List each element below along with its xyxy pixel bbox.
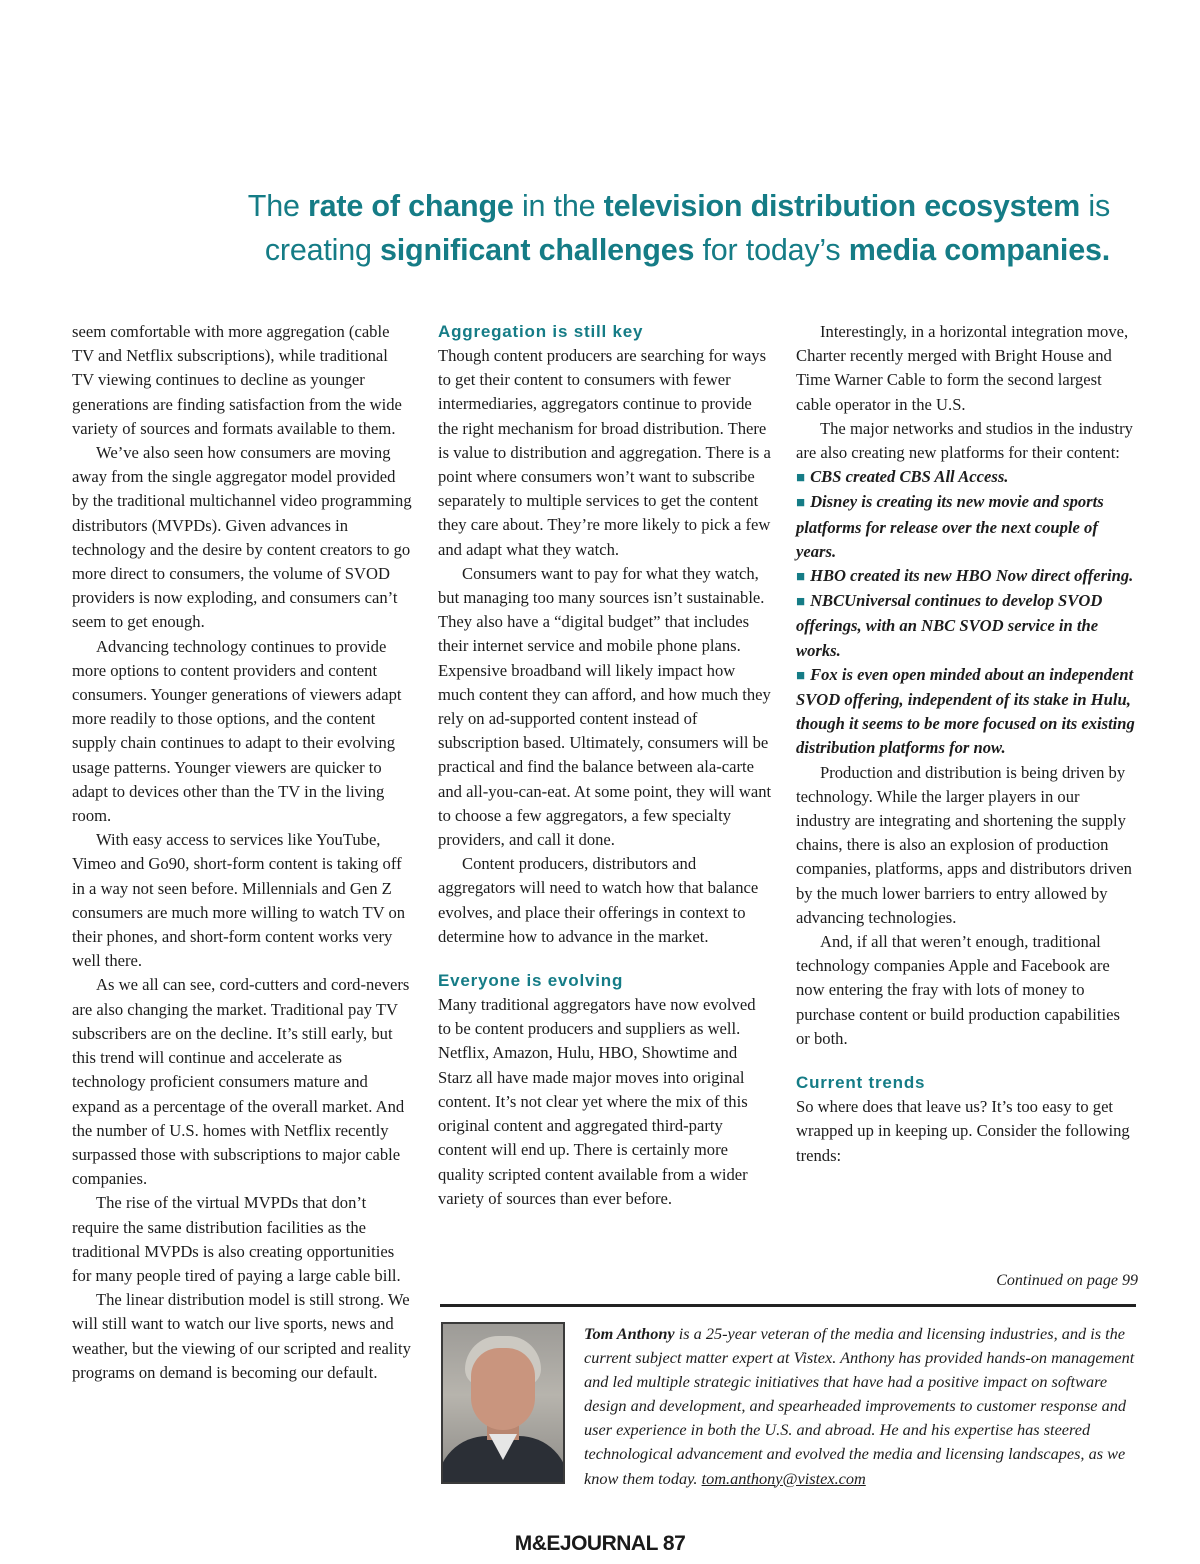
square-bullet-icon: ■ (796, 495, 806, 512)
article-column-2 (438, 320, 772, 1211)
square-bullet-icon: ■ (796, 470, 806, 487)
bullet-item: ■ Disney is creating its new movie and sports platforms for release over the next couple of years. (796, 492, 1104, 561)
article-column-3 (796, 320, 1136, 1168)
paragraph: Many traditional aggregators have now evolved to be content producers and suppliers as well. Netflix, Amazon, Hulu, HBO, Showtime and Starz all have made major moves into original content. It’s not clear yet where the mix of this original content and aggregated third-party content will end up. There is certainly more quality scripted content available from a wider variety of sources than ever before. (438, 995, 756, 1208)
article-column-1 (72, 320, 412, 1385)
section-heading: Everyone is evolving (438, 971, 624, 991)
pull-quote-line-2: creating significant challenges for today’s media companies. (264, 233, 1110, 267)
journal-name: M&EJOURNAL (514, 1532, 658, 1555)
bullet-item: ■ NBCUniversal continues to develop SVOD offerings, with an NBC SVOD service in the works. (796, 591, 1103, 660)
paragraph: The rise of the virtual MVPDs that don’t require the same distribution facilities as the traditional MVPDs is also creating opportunities for many people tired of paying a large cable bill. (72, 1193, 401, 1285)
page-number: 87 (662, 1532, 686, 1555)
paragraph: Production and distribution is being driven by technology. While the larger players in our industry are integrating and shortening the supply chains, there is also an explosion of production companies, platforms, apps and distributors driven by the much lower barriers to entry allowed by advancing technologies. (796, 762, 1132, 927)
author-photo (441, 1322, 565, 1484)
author-bio: Tom Anthony is a 25-year veteran of the media and licensing industries, and is the current subject matter expert at Vistex. Anthony has provided hands-on management and led multiple strategic initiatives that have had a positive impact on software design and development, and spearheaded improvements to customer response and user experience in both the U.S. and abroad. He and his expertise has steered technological advancement and evolved the media and licensing landscapes, as we know them today. tom.anthony@vistex.com (584, 1324, 1135, 1488)
author-name: Tom Anthony (584, 1324, 675, 1343)
bullet-item: ■ CBS created CBS All Access. (796, 467, 1009, 487)
paragraph: So where does that leave us? It’s too easy to get wrapped up in keeping up. Consider the following trends: (796, 1097, 1130, 1165)
paragraph: Though content producers are searching for ways to get their content to consumers with fewer intermediaries, aggregators continue to provide the right mechanism for broad distribution. There is value to distribution and aggregation. There is a point where consumers won’t want to subscribe separately to multiple services to get the content they care about. They’re more likely to pick a few and adapt what they watch. (438, 346, 771, 559)
paragraph: The major networks and studios in the industry are also creating new platforms for their content: (796, 418, 1133, 463)
paragraph: Interestingly, in a horizontal integration move, Charter recently merged with Bright House and Time Warner Cable to form the second largest cable operator in the U.S. (796, 322, 1129, 414)
paragraph: As we all can see, cord-cutters and cord-nevers are also changing the market. Traditional pay TV subscribers are on the decline. It’s still early, but this trend will continue and accelerate as technology proficient consumers mature and expand as a percentage of the overall market. And the number of U.S. homes with Netflix recently surpassed those with subscriptions to major cable companies. (72, 975, 410, 1189)
author-email-link[interactable]: tom.anthony@vistex.com (701, 1468, 866, 1488)
bullet-item: ■ Fox is even open minded about an independent SVOD offering, independent of its stake in Hulu, though it seems to be more focused on its existing distribution platforms for now. (796, 664, 1135, 758)
divider (440, 1304, 1136, 1307)
square-bullet-icon: ■ (796, 569, 806, 586)
section-heading: Aggregation is still key (438, 322, 644, 341)
page-footer (0, 1532, 1200, 1556)
paragraph: We’ve also seen how consumers are moving away from the single aggregator model provided by the traditional multichannel video programming distributors (MVPDs). Given advances in technology and the desire by content creators to go more direct to consumers, the volume of SVOD providers is now exploding, and consumers can’t seem to get enough. (72, 443, 412, 632)
paragraph: Consumers want to pay for what they watch, but managing too many sources isn’t sustainable. They also have a “digital budget” that includes their internet service and mobile phone plans. Expensive broadband will likely impact how much content they can afford, and how much they rely on ad-supported content instead of subscription based. Ultimately, consumers will be practical and find the balance between ala-carte and all-you-can-eat. At some point, they will want to choose a few aggregators, a few specialty providers, and call it done. (438, 563, 772, 850)
continued-note: Continued on page 99 (996, 1272, 1138, 1289)
paragraph: The linear distribution model is still strong. We will still want to watch our live sports, news and weather, but the viewing of our scripted and reality programs on demand is becoming our default. (72, 1290, 411, 1382)
paragraph: Content producers, distributors and aggregators will need to watch how that balance evolves, and place their offerings in context to determine how to advance in the market. (438, 854, 759, 946)
section-heading: Current trends (796, 1073, 926, 1093)
bullet-item: ■ HBO created its new HBO Now direct offering. (796, 566, 1134, 586)
pull-quote (150, 184, 1110, 272)
paragraph: Advancing technology continues to provide more options to content providers and content consumers. Younger generations of viewers adapt more readily to those options, and the content supply chain continues to adapt to their evolving usage patterns. Younger viewers are quicker to adapt to devices other than the TV in the living room. (72, 636, 402, 826)
paragraph: And, if all that weren’t enough, traditional technology companies Apple and Facebook are now entering the fray with lots of money to purchase content or build production capabilities or both. (796, 932, 1120, 1048)
square-bullet-icon: ■ (796, 594, 806, 611)
pull-quote-line-1: The rate of change in the television distribution ecosystem is (247, 189, 1110, 223)
paragraph: With easy access to services like YouTube, Vimeo and Go90, short-form content is taking off in a way not seen before. Millennials and Gen Z consumers are much more willing to watch TV on their phones, and short-form content works very well there. (72, 830, 406, 971)
paragraph: seem comfortable with more aggregation (cable TV and Netflix subscriptions), while traditional TV viewing continues to decline as younger generations are finding satisfaction from the wide variety of sources and formats available to them. (72, 322, 402, 438)
square-bullet-icon: ■ (796, 667, 806, 684)
